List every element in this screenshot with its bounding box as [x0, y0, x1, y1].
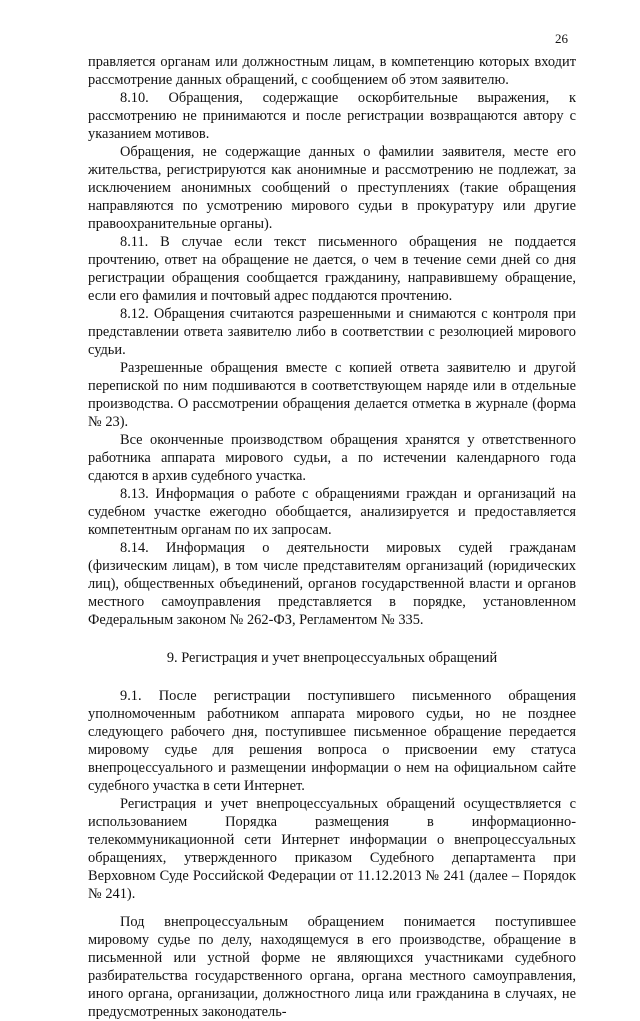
paragraph-resolved: Разрешенные обращения вместе с копией ответа заявителю и другой перепиской по ним подшиваются в соответствующем наряде или в отдельные производства. О рассмотрении обращения делается отметка в журнале (форма № 23).	[88, 360, 576, 430]
section-heading: 9. Регистрация и учет внепроцессуальных обращений	[166, 650, 498, 666]
paragraph-definition: Под внепроцессуальным обращением понимается поступившее мировому судье по делу, находящемуся в его производстве, обращение в письменной или устной форме не являющихся участниками судебного разбирательства государственного органа, органа местного самоуправления, иного органа, организации, должностного лица или гражданина в случаях, не предусмотренных законодатель-	[88, 914, 576, 1020]
paragraph-9-1: 9.1. После регистрации поступившего письменного обращения уполномоченным работником аппарата мирового судьи, но не позднее следующего рабочего дня, поступившее письменное обращение передается мировому судье для решения вопроса о присвоении ему статуса внепроцессуального и размещении информации о нем на официальном сайте судебного участка в сети Интернет.	[88, 688, 576, 794]
page-number: 26	[555, 31, 568, 46]
paragraph-registration: Регистрация и учет внепроцессуальных обращений осуществляется с использованием Порядка размещения в информационно-телекоммуникационной сети Интернет информации о внепроцессуальных обращениях, утвержденного приказом Судебного департамента при Верховном Суде Российской Федерации от 11.12.2013 № 241 (далее – Порядок № 241).	[88, 796, 576, 902]
page-content	[88, 53, 576, 1021]
paragraph-archived: Все оконченные производством обращения хранятся у ответственного работника аппарата мирового судьи, а по истечении календарного года сдаются в архив судебного участка.	[88, 432, 576, 484]
paragraph-8-11: 8.11. В случае если текст письменного обращения не поддается прочтению, ответ на обращение не дается, о чем в течение семи дней со дня регистрации обращения сообщается гражданину, направившему обращение, если его фамилия и почтовый адрес поддаются прочтению.	[88, 234, 576, 304]
paragraph-continuation: правляется органам или должностным лицам, в компетенцию которых входит рассмотрение данных обращений, с сообщением об этом заявителю.	[88, 54, 576, 88]
paragraph-anonymous: Обращения, не содержащие данных о фамилии заявителя, месте его жительства, регистрируются как анонимные и рассмотрению не подлежат, за исключением анонимных сообщений о преступлениях (такие обращения направляются по усмотрению мирового судьи в прокуратуру или другие правоохранительные органы).	[88, 144, 576, 232]
paragraph-8-12: 8.12. Обращения считаются разрешенными и снимаются с контроля при представлении ответа заявителю либо в соответствии с резолюцией мирового судьи.	[88, 306, 576, 358]
paragraph-8-10: 8.10. Обращения, содержащие оскорбительные выражения, к рассмотрению не принимаются и после регистрации возвращаются автору с указанием мотивов.	[88, 90, 576, 142]
paragraph-8-14: 8.14. Информация о деятельности мировых судей гражданам (физическим лицам), в том числе представителям организаций (юридических лиц), общественных объединений, органов государственной власти и органов местного самоуправления представляется в порядке, установленном Федеральным законом № 262-ФЗ, Регламентом № 335.	[88, 540, 576, 628]
paragraph-8-13: 8.13. Информация о работе с обращениями граждан и организаций на судебном участке ежегодно обобщается, анализируется и предоставляется компетентным органам по их запросам.	[88, 486, 576, 538]
